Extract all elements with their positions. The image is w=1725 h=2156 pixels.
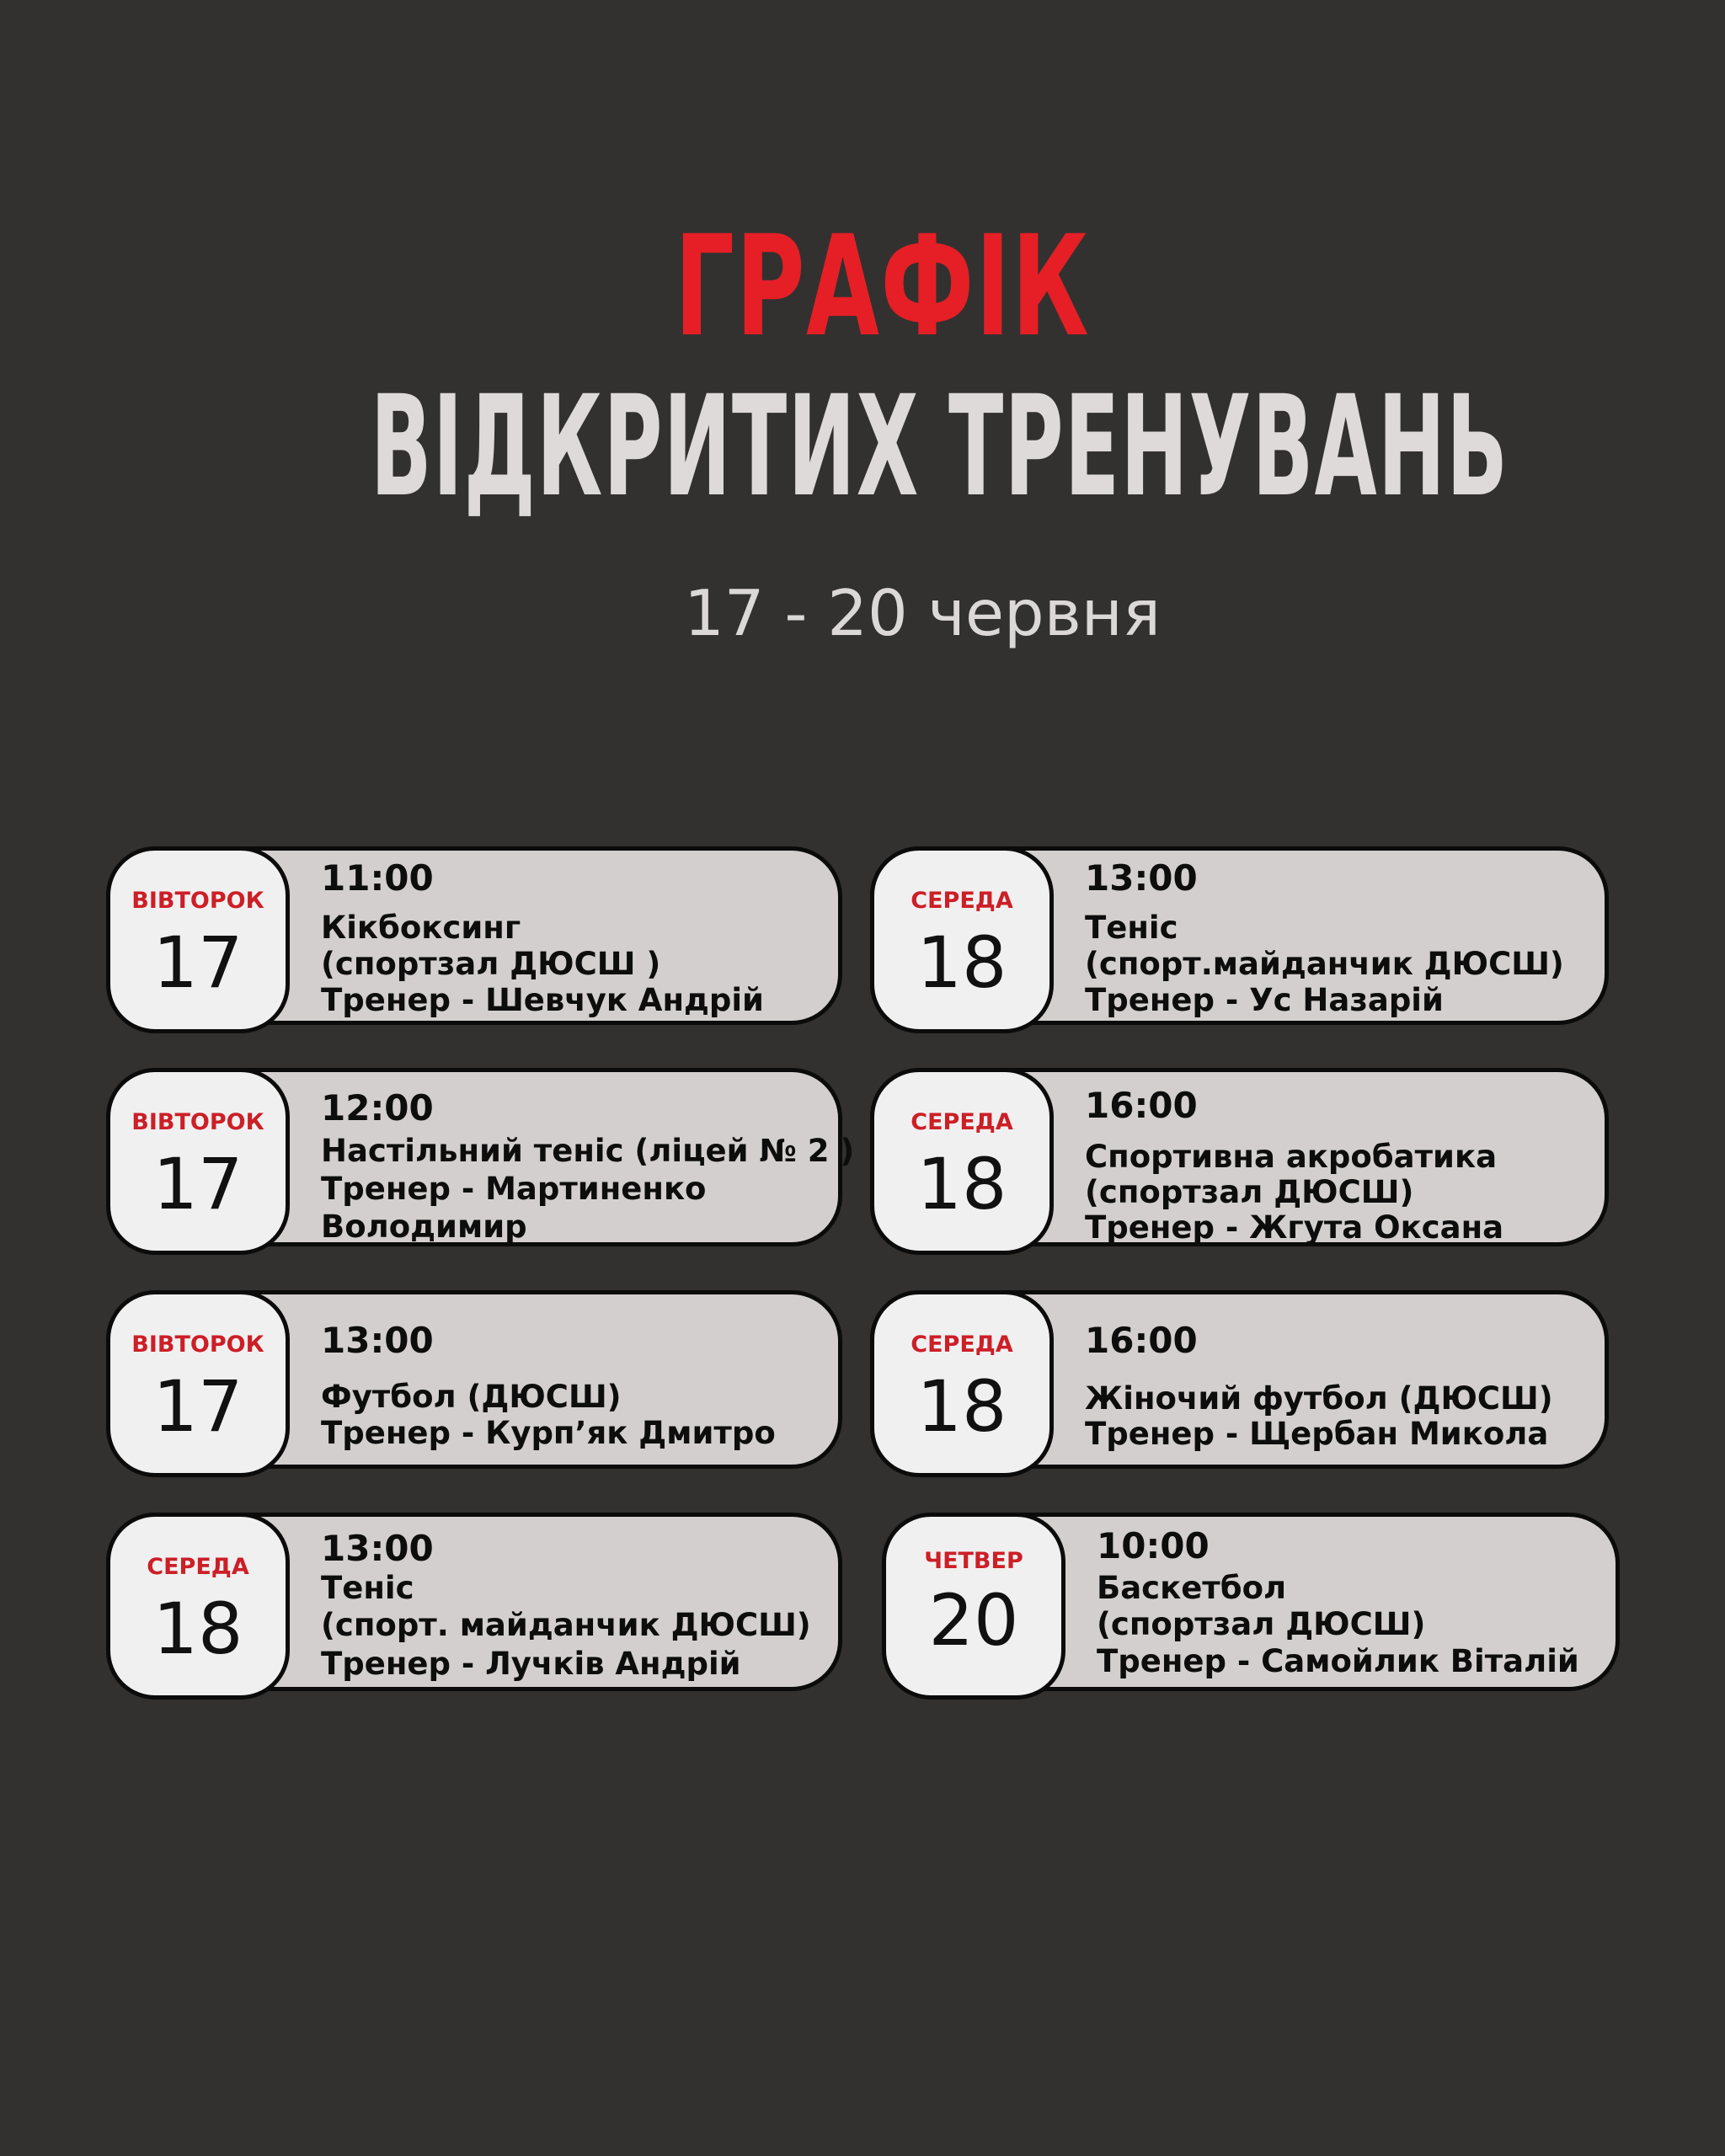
session-line: (спортзал ДЮСШ)	[1097, 1606, 1426, 1642]
session-line: Жіночий футбол (ДЮСШ)	[1085, 1380, 1553, 1417]
session-line: Тренер - Ус Назарій	[1085, 982, 1444, 1018]
date-badge	[882, 1513, 1065, 1700]
session-line: Тренер - Самойлик Віталій	[1097, 1643, 1579, 1679]
session-line: Тренер - Мартиненко	[321, 1171, 707, 1207]
schedule-card	[882, 1513, 1620, 1691]
weekday-label: СЕРЕДА	[147, 1554, 249, 1580]
date-number: 17	[152, 1143, 243, 1225]
schedule-card	[870, 1068, 1609, 1246]
date-badge	[870, 846, 1054, 1033]
date-number: 20	[928, 1579, 1019, 1662]
session-line: Спортивна акробатика	[1085, 1139, 1498, 1175]
session-time: 13:00	[321, 1528, 434, 1569]
session-line: Теніс	[1085, 910, 1178, 946]
weekday-label: ВІВТОРОК	[131, 1331, 264, 1358]
schedule-card	[106, 1290, 842, 1469]
session-line: Тренер - Жгута Оксана	[1085, 1209, 1504, 1246]
date-number: 18	[916, 921, 1007, 1004]
date-badge	[106, 1513, 290, 1700]
session-line: Тренер - Шевчук Андрій	[321, 982, 764, 1018]
session-line: Баскетбол	[1097, 1570, 1287, 1606]
session-line: (спорт. майданчик ДЮСШ)	[321, 1607, 811, 1643]
schedule-card	[106, 1513, 842, 1691]
date-number: 18	[916, 1365, 1007, 1448]
session-time: 13:00	[1085, 857, 1198, 899]
session-line: Теніс	[321, 1570, 414, 1606]
schedule-card	[870, 846, 1609, 1025]
session-time: 10:00	[1097, 1525, 1210, 1566]
session-time: 12:00	[321, 1087, 434, 1129]
date-number: 18	[916, 1143, 1007, 1225]
session-line: (спортзал ДЮСШ )	[321, 946, 661, 982]
session-time: 11:00	[321, 857, 434, 899]
session-line: Футбол (ДЮСШ)	[321, 1379, 622, 1415]
schedule-card	[870, 1290, 1609, 1469]
session-line: Тренер - Курп’як Дмитро	[321, 1415, 776, 1451]
session-line: (спортзал ДЮСШ)	[1085, 1174, 1414, 1210]
title-line-2: ВІДКРИТИХ ТРЕНУВАНЬ	[370, 366, 1509, 527]
weekday-label: СЕРЕДА	[911, 1331, 1013, 1358]
session-line: (спорт.майданчик ДЮСШ)	[1085, 946, 1564, 982]
weekday-label: СЕРЕДА	[911, 888, 1013, 914]
date-number: 18	[152, 1588, 243, 1670]
date-badge	[870, 1290, 1054, 1477]
session-line: Володимир	[321, 1209, 527, 1245]
session-time: 16:00	[1085, 1320, 1198, 1361]
title-line-1: ГРАФІК	[674, 205, 1091, 367]
date-badge	[106, 1290, 290, 1477]
date-badge	[106, 846, 290, 1033]
weekday-label: ВІВТОРОК	[131, 1109, 264, 1135]
date-number: 17	[152, 1365, 243, 1448]
weekday-label: СЕРЕДА	[911, 1109, 1013, 1135]
date-badge	[870, 1068, 1054, 1255]
date-range-subtitle: 17 - 20 червня	[684, 576, 1161, 650]
session-line: Кікбоксинг	[321, 910, 521, 946]
date-badge	[106, 1068, 290, 1255]
date-number: 17	[152, 921, 243, 1004]
schedule-card	[106, 846, 842, 1025]
schedule-card	[106, 1068, 855, 1246]
session-line: Тренер - Лучків Андрій	[321, 1646, 741, 1682]
session-line: Настільний теніс (ліцей № 2 )	[321, 1133, 855, 1169]
weekday-label: ЧЕТВЕР	[924, 1548, 1023, 1574]
session-time: 13:00	[321, 1320, 434, 1361]
weekday-label: ВІВТОРОК	[131, 888, 264, 914]
session-time: 16:00	[1085, 1085, 1198, 1126]
session-line: Тренер - Щербан Микола	[1085, 1416, 1549, 1452]
